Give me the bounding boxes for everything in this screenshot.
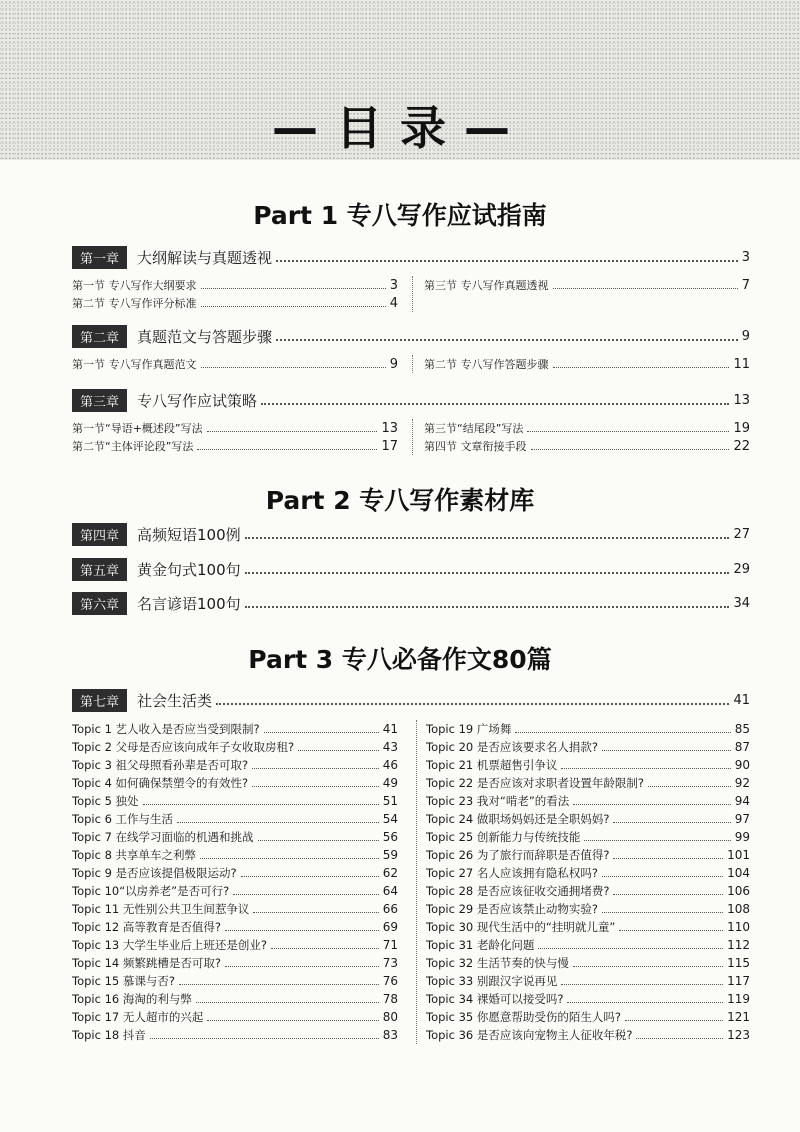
- page-number: 41: [382, 722, 398, 736]
- topic-row[interactable]: [426, 792, 750, 810]
- topic-row[interactable]: [426, 900, 750, 918]
- page-number: 3: [741, 249, 750, 265]
- topic-row[interactable]: [426, 846, 750, 864]
- page-number: 34: [733, 595, 750, 611]
- leader-dots: [613, 822, 730, 823]
- topic-title: Topic 4 如何确保禁塑令的有效性?: [72, 776, 249, 790]
- page-number: 22: [733, 438, 750, 454]
- topic-row[interactable]: [426, 882, 750, 900]
- page-number: 59: [382, 848, 398, 862]
- topic-row[interactable]: [426, 738, 750, 756]
- topic-title: Topic 16 海淘的利与弊: [72, 992, 192, 1006]
- page-number: 62: [382, 866, 398, 880]
- section-title: 第一节 专八写作大纲要求: [72, 279, 197, 292]
- topic-title: Topic 28 是否应该征收交通拥堵费?: [426, 884, 610, 898]
- leader-dots: [567, 1002, 723, 1003]
- leader-dots: [245, 537, 730, 539]
- section-row[interactable]: [424, 355, 750, 373]
- topic-title: Topic 26 为了旅行而辞职是否值得?: [426, 848, 610, 862]
- leader-dots: [515, 732, 730, 733]
- leader-dots: [196, 1002, 379, 1003]
- topic-row[interactable]: [72, 900, 398, 918]
- topic-row[interactable]: [426, 954, 750, 972]
- leader-dots: [179, 984, 379, 985]
- chapter-title: 社会生活类: [137, 691, 213, 710]
- topic-title: Topic 36 是否应该向宠物主人征收年税?: [426, 1028, 633, 1042]
- chapter-6-row[interactable]: [72, 591, 750, 615]
- topic-row[interactable]: [426, 972, 750, 990]
- chapter-tag: 第三章: [72, 389, 127, 412]
- page-number: 121: [727, 1010, 750, 1024]
- section-row[interactable]: [424, 419, 750, 437]
- leader-dots: [553, 288, 738, 289]
- page-number: 92: [734, 776, 750, 790]
- column-divider: [412, 419, 413, 455]
- topic-title: Topic 19 广场舞: [426, 722, 512, 736]
- topic-row[interactable]: [72, 972, 398, 990]
- leader-dots: [201, 367, 386, 368]
- page-number: 29: [733, 561, 750, 577]
- topic-title: Topic 35 你愿意帮助受伤的陌生人吗?: [426, 1010, 621, 1024]
- chapter-5-row[interactable]: [72, 557, 750, 581]
- page-number: 83: [382, 1028, 398, 1042]
- column-divider: [416, 720, 417, 1044]
- topic-title: Topic 1 艺人收入是否应当受到限制?: [72, 722, 260, 736]
- page-number: 71: [382, 938, 398, 952]
- chapter-2-row[interactable]: [72, 324, 750, 348]
- leader-dots: [573, 966, 723, 967]
- chapter-tag: 第五章: [72, 558, 127, 581]
- leader-dots: [233, 894, 378, 895]
- leader-dots: [216, 703, 729, 705]
- leader-dots: [584, 840, 730, 841]
- leader-dots: [207, 1020, 378, 1021]
- topic-title: Topic 20 是否应该要求名人捐款?: [426, 740, 598, 754]
- leader-dots: [538, 948, 723, 949]
- topic-row[interactable]: [426, 756, 750, 774]
- topic-title: Topic 15 慕课与否?: [72, 974, 175, 988]
- section-title: 第二节 专八写作评分标准: [72, 297, 197, 310]
- page-number: 112: [727, 938, 750, 952]
- leader-dots: [613, 858, 723, 859]
- page-number: 110: [727, 920, 750, 934]
- topic-title: Topic 30 现代生活中的“挂明就儿童”: [426, 920, 616, 934]
- leader-dots: [225, 966, 379, 967]
- page-number: 56: [382, 830, 398, 844]
- leader-dots: [245, 606, 730, 608]
- leader-dots: [573, 804, 730, 805]
- page-number: 7: [741, 277, 750, 293]
- page-number: 87: [734, 740, 750, 754]
- section-row[interactable]: [424, 276, 750, 294]
- page-number: 101: [727, 848, 750, 862]
- section-row[interactable]: [72, 276, 398, 294]
- topic-row[interactable]: [72, 990, 398, 1008]
- page-number: 108: [727, 902, 750, 916]
- topic-title: Topic 11 无性别公共卫生间惹争议: [72, 902, 250, 916]
- page-number: 73: [382, 956, 398, 970]
- topic-title: Topic 12 高等教育是否值得?: [72, 920, 221, 934]
- chapter-4-row[interactable]: [72, 522, 750, 546]
- topic-row[interactable]: [426, 1008, 750, 1026]
- topic-title: Topic 9 是否应该提倡极限运动?: [72, 866, 237, 880]
- page-number: 4: [389, 295, 398, 311]
- page-number: 9: [741, 328, 750, 344]
- topic-row[interactable]: [72, 1026, 398, 1044]
- topic-title: Topic 22 是否应该对求职者设置年龄限制?: [426, 776, 644, 790]
- topic-row[interactable]: [72, 720, 398, 738]
- topic-title: Topic 31 老龄化问题: [426, 938, 535, 952]
- section-title: 第三节“结尾段”写法: [424, 422, 524, 435]
- leader-dots: [561, 984, 723, 985]
- leader-dots: [143, 804, 379, 805]
- part-3-title: Part 3 专八必备作文80篇: [248, 645, 552, 674]
- chapter-tag: 第二章: [72, 325, 127, 348]
- leader-dots: [602, 912, 723, 913]
- page-number: 43: [382, 740, 398, 754]
- topic-title: Topic 29 是否应该禁止动物实验?: [426, 902, 598, 916]
- topic-row[interactable]: [72, 918, 398, 936]
- leader-dots: [561, 768, 730, 769]
- topic-row[interactable]: [72, 738, 398, 756]
- leader-dots: [201, 288, 386, 289]
- topic-row[interactable]: [426, 828, 750, 846]
- topic-title: Topic 23 我对“啃老”的看法: [426, 794, 570, 808]
- leader-dots: [531, 449, 730, 450]
- topic-row[interactable]: [426, 774, 750, 792]
- section-row[interactable]: [72, 294, 398, 312]
- page-number: 117: [727, 974, 750, 988]
- page-number: 85: [734, 722, 750, 736]
- part-2-title: Part 2 专八写作素材库: [265, 486, 535, 515]
- topic-title: Topic 24 做职场妈妈还是全职妈妈?: [426, 812, 610, 826]
- leader-dots: [298, 750, 379, 751]
- topic-title: Topic 34 裸婚可以接受吗?: [426, 992, 564, 1006]
- leader-dots: [252, 768, 379, 769]
- page-number: 9: [389, 356, 398, 372]
- topic-title: Topic 32 生活节奏的快与慢: [426, 956, 569, 970]
- topic-row[interactable]: [426, 810, 750, 828]
- topic-title: Topic 10“以房养老”是否可行?: [72, 884, 230, 898]
- column-divider: [412, 355, 413, 373]
- page-number: 41: [733, 692, 750, 708]
- section-row[interactable]: [424, 437, 750, 455]
- topic-title: Topic 13 大学生毕业后上班还是创业?: [72, 938, 267, 952]
- topic-title: Topic 18 抖音: [72, 1028, 146, 1042]
- topic-title: Topic 17 无人超市的兴起: [72, 1010, 204, 1024]
- chapter-7-row[interactable]: [72, 688, 750, 712]
- section-row[interactable]: [72, 437, 398, 455]
- page-number: 104: [727, 866, 750, 880]
- topic-title: Topic 6 工作与生活: [72, 812, 174, 826]
- leader-dots: [261, 403, 729, 405]
- leader-dots: [177, 822, 379, 823]
- topic-title: Topic 2 父母是否应该向成年子女收取房租?: [72, 740, 295, 754]
- leader-dots: [201, 306, 386, 307]
- leader-dots: [200, 858, 379, 859]
- chapter-title: 高频短语100例: [137, 525, 241, 544]
- section-title: 第二节“主体评论段”写法: [72, 440, 194, 453]
- leader-dots: [276, 339, 738, 341]
- page-number: 69: [382, 920, 398, 934]
- page-number: 97: [734, 812, 750, 826]
- page-number: 123: [727, 1028, 750, 1042]
- topic-row[interactable]: [72, 1008, 398, 1026]
- page-number: 54: [382, 812, 398, 826]
- leader-dots: [258, 840, 379, 841]
- topic-title: Topic 25 创新能力与传统技能: [426, 830, 581, 844]
- column-divider: [412, 276, 413, 312]
- chapter-3-row[interactable]: [72, 388, 750, 412]
- section-title: 第一节 专八写作真题范文: [72, 358, 197, 371]
- leader-dots: [613, 894, 723, 895]
- topic-row[interactable]: [72, 954, 398, 972]
- topic-row[interactable]: [72, 936, 398, 954]
- topic-row[interactable]: [426, 864, 750, 882]
- leader-dots: [150, 1038, 379, 1039]
- chapter-tag: 第六章: [72, 592, 127, 615]
- topic-title: Topic 33 别跟汉字说再见: [426, 974, 558, 988]
- page-number: 78: [382, 992, 398, 1006]
- page-number: 99: [734, 830, 750, 844]
- section-title: 第四节 文章衔接手段: [424, 440, 527, 453]
- topic-row[interactable]: [426, 990, 750, 1008]
- section-row[interactable]: [72, 355, 398, 373]
- leader-dots: [636, 1038, 723, 1039]
- chapter-1-row[interactable]: [72, 245, 750, 269]
- chapter-tag: 第一章: [72, 246, 127, 269]
- leader-dots: [553, 367, 730, 368]
- chapter-title: 大纲解读与真题透视: [137, 248, 273, 267]
- topic-title: Topic 3 祖父母照看孙辈是否可取?: [72, 758, 249, 772]
- page-number: 106: [727, 884, 750, 898]
- part-1-title: Part 1 专八写作应试指南: [253, 201, 547, 230]
- chapter-title: 真题范文与答题步骤: [137, 327, 273, 346]
- chapter-tag: 第七章: [72, 689, 127, 712]
- page-title: —目录—: [272, 101, 528, 155]
- page-number: 90: [734, 758, 750, 772]
- section-title: 第三节 专八写作真题透视: [424, 279, 549, 292]
- page-number: 64: [382, 884, 398, 898]
- topic-row[interactable]: [72, 810, 398, 828]
- page-number: 51: [382, 794, 398, 808]
- page-number: 13: [733, 392, 750, 408]
- topic-row[interactable]: [72, 828, 398, 846]
- topic-row[interactable]: [72, 864, 398, 882]
- topic-row[interactable]: [72, 756, 398, 774]
- page-number: 94: [734, 794, 750, 808]
- leader-dots: [241, 876, 379, 877]
- section-row[interactable]: [72, 419, 398, 437]
- leader-dots: [253, 912, 378, 913]
- page-number: 13: [381, 420, 398, 436]
- page-number: 80: [382, 1010, 398, 1024]
- leader-dots: [245, 572, 730, 574]
- chapter-title: 名言谚语100句: [137, 594, 241, 613]
- leader-dots: [619, 930, 723, 931]
- topic-row[interactable]: [72, 846, 398, 864]
- page-number: 76: [382, 974, 398, 988]
- chapter-title: 专八写作应试策略: [137, 391, 258, 410]
- topic-title: Topic 14 频繁跳槽是否可取?: [72, 956, 221, 970]
- leader-dots: [602, 876, 723, 877]
- topic-row[interactable]: [426, 936, 750, 954]
- leader-dots: [602, 750, 731, 751]
- topic-row[interactable]: [426, 1026, 750, 1044]
- leader-dots: [207, 431, 378, 432]
- page-number: 66: [382, 902, 398, 916]
- leader-dots: [264, 732, 379, 733]
- leader-dots: [252, 786, 379, 787]
- topic-title: Topic 7 在线学习面临的机遇和挑战: [72, 830, 254, 844]
- topic-title: Topic 5 独处: [72, 794, 139, 808]
- leader-dots: [225, 930, 379, 931]
- page-number: 115: [727, 956, 750, 970]
- leader-dots: [197, 449, 377, 450]
- leader-dots: [271, 948, 379, 949]
- page-number: 11: [733, 356, 750, 372]
- page-number: 49: [382, 776, 398, 790]
- leader-dots: [648, 786, 731, 787]
- topic-row[interactable]: [72, 882, 398, 900]
- page-number: 119: [727, 992, 750, 1006]
- topic-title: Topic 21 机票超售引争议: [426, 758, 558, 772]
- topic-title: Topic 8 共享单车之利弊: [72, 848, 197, 862]
- topic-row[interactable]: [426, 918, 750, 936]
- topic-row[interactable]: [72, 774, 398, 792]
- leader-dots: [276, 260, 738, 262]
- page-number: 27: [733, 526, 750, 542]
- section-title: 第二节 专八写作答题步骤: [424, 358, 549, 371]
- page-number: 3: [389, 277, 398, 293]
- page-number: 46: [382, 758, 398, 772]
- chapter-tag: 第四章: [72, 523, 127, 546]
- topic-row[interactable]: [426, 720, 750, 738]
- leader-dots: [527, 431, 729, 432]
- section-title: 第一节“导语+概述段”写法: [72, 422, 203, 435]
- chapter-title: 黄金句式100句: [137, 560, 241, 579]
- page-number: 17: [381, 438, 398, 454]
- topic-title: Topic 27 名人应该拥有隐私权吗?: [426, 866, 598, 880]
- topic-row[interactable]: [72, 792, 398, 810]
- page-number: 19: [733, 420, 750, 436]
- leader-dots: [625, 1020, 723, 1021]
